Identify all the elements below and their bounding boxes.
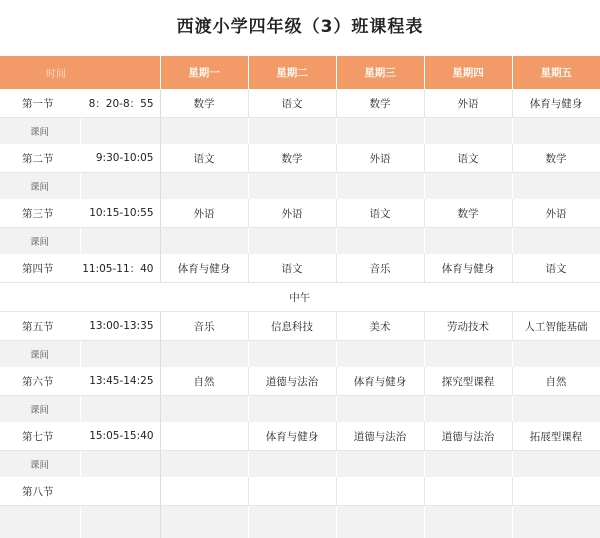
noon-row <box>0 283 600 312</box>
class-cell: 体育与健身 <box>248 422 336 451</box>
header-time: 时间 <box>0 56 160 89</box>
class-cell <box>160 477 248 506</box>
break-cell <box>160 118 248 145</box>
class-cell: 外语 <box>248 199 336 228</box>
break-cell <box>248 118 336 145</box>
break-cell <box>512 341 600 368</box>
class-cell: 语文 <box>248 254 336 283</box>
break-cell <box>336 173 424 200</box>
break-cell <box>424 506 512 538</box>
break-cell <box>248 506 336 538</box>
class-cell: 外语 <box>424 89 512 118</box>
class-cell: 美术 <box>336 312 424 341</box>
break-cell <box>336 396 424 423</box>
header-day: 星期三 <box>336 56 424 89</box>
class-cell <box>512 477 600 506</box>
break-row <box>0 228 600 255</box>
class-cell: 体育与健身 <box>424 254 512 283</box>
break-cell <box>160 451 248 478</box>
break-cell <box>336 228 424 255</box>
class-cell: 体育与健身 <box>336 367 424 396</box>
break-cell <box>160 341 248 368</box>
class-cell: 数学 <box>424 199 512 228</box>
break-cell <box>248 396 336 423</box>
break-time-cell <box>80 341 160 368</box>
header-day: 星期五 <box>512 56 600 89</box>
class-cell: 外语 <box>160 199 248 228</box>
break-cell <box>248 451 336 478</box>
break-label: 课间 <box>0 341 80 368</box>
class-cell: 语文 <box>160 144 248 173</box>
break-label: 课间 <box>0 118 80 145</box>
break-cell <box>512 228 600 255</box>
break-cell <box>160 396 248 423</box>
break-cell <box>160 506 248 538</box>
period-label: 第八节 <box>0 477 80 506</box>
class-cell <box>336 477 424 506</box>
period-label: 第四节 <box>0 254 80 283</box>
break-cell <box>248 228 336 255</box>
break-label: 课间 <box>0 451 80 478</box>
break-time-cell <box>80 396 160 423</box>
break-row <box>0 118 600 145</box>
period-time: 8：20-8：55 <box>80 89 160 118</box>
period-time: 10:15-10:55 <box>80 199 160 228</box>
noon-label: 中午 <box>0 283 600 312</box>
break-time-cell <box>80 118 160 145</box>
header-day: 星期二 <box>248 56 336 89</box>
break-cell <box>424 396 512 423</box>
class-cell: 劳动技术 <box>424 312 512 341</box>
break-time-cell <box>80 451 160 478</box>
period-label: 第三节 <box>0 199 80 228</box>
class-cell: 道德与法治 <box>336 422 424 451</box>
class-cell: 数学 <box>336 89 424 118</box>
class-cell <box>248 477 336 506</box>
class-cell: 体育与健身 <box>160 254 248 283</box>
class-cell <box>424 477 512 506</box>
class-cell: 道德与法治 <box>424 422 512 451</box>
break-row <box>0 341 600 368</box>
period-row <box>0 199 600 228</box>
class-cell: 拓展型课程 <box>512 422 600 451</box>
page-title: 西渡小学四年级（3）班课程表 <box>0 12 600 37</box>
break-cell <box>424 118 512 145</box>
break-row <box>0 173 600 200</box>
class-cell: 数学 <box>512 144 600 173</box>
break-cell <box>248 173 336 200</box>
break-cell <box>424 341 512 368</box>
break-row <box>0 396 600 423</box>
period-row <box>0 422 600 451</box>
header-day: 星期一 <box>160 56 248 89</box>
break-cell <box>424 173 512 200</box>
break-cell <box>424 451 512 478</box>
period-time <box>80 477 160 506</box>
break-label: 课间 <box>0 396 80 423</box>
header-row <box>0 56 600 89</box>
break-cell <box>512 173 600 200</box>
period-time: 9:30-10:05 <box>80 144 160 173</box>
class-cell: 信息科技 <box>248 312 336 341</box>
period-time: 15:05-15:40 <box>80 422 160 451</box>
break-cell <box>160 173 248 200</box>
period-label: 第六节 <box>0 367 80 396</box>
timetable-body <box>0 89 600 538</box>
class-cell: 语文 <box>336 199 424 228</box>
period-time: 13:00-13:35 <box>80 312 160 341</box>
period-label: 第一节 <box>0 89 80 118</box>
class-cell <box>160 422 248 451</box>
class-cell: 语文 <box>248 89 336 118</box>
period-row <box>0 89 600 118</box>
header-day: 星期四 <box>424 56 512 89</box>
break-time-cell <box>80 506 160 538</box>
period-row <box>0 367 600 396</box>
break-cell <box>512 506 600 538</box>
break-cell <box>336 506 424 538</box>
break-row <box>0 451 600 478</box>
class-cell: 探究型课程 <box>424 367 512 396</box>
period-row <box>0 312 600 341</box>
class-cell: 自然 <box>512 367 600 396</box>
class-cell: 体育与健身 <box>512 89 600 118</box>
class-cell: 外语 <box>336 144 424 173</box>
class-cell: 数学 <box>160 89 248 118</box>
class-cell: 自然 <box>160 367 248 396</box>
break-time-cell <box>80 228 160 255</box>
class-cell: 语文 <box>512 254 600 283</box>
period-time: 11:05-11：40 <box>80 254 160 283</box>
break-cell <box>160 228 248 255</box>
break-label: 课间 <box>0 228 80 255</box>
class-cell: 人工智能基础 <box>512 312 600 341</box>
break-cell <box>336 118 424 145</box>
break-cell <box>336 451 424 478</box>
class-cell: 音乐 <box>336 254 424 283</box>
timetable <box>0 56 600 538</box>
class-cell: 外语 <box>512 199 600 228</box>
period-row <box>0 144 600 173</box>
period-row <box>0 254 600 283</box>
class-cell: 道德与法治 <box>248 367 336 396</box>
period-time: 13:45-14:25 <box>80 367 160 396</box>
period-label: 第二节 <box>0 144 80 173</box>
break-label: 课间 <box>0 173 80 200</box>
break-cell <box>424 228 512 255</box>
class-cell: 语文 <box>424 144 512 173</box>
break-cell <box>336 341 424 368</box>
period-label: 第五节 <box>0 312 80 341</box>
break-label <box>0 506 80 538</box>
class-cell: 音乐 <box>160 312 248 341</box>
break-cell <box>248 341 336 368</box>
break-time-cell <box>80 173 160 200</box>
break-cell <box>512 396 600 423</box>
period-label: 第七节 <box>0 422 80 451</box>
break-cell <box>512 118 600 145</box>
period-row <box>0 477 600 506</box>
break-row <box>0 506 600 538</box>
break-cell <box>512 451 600 478</box>
class-cell: 数学 <box>248 144 336 173</box>
